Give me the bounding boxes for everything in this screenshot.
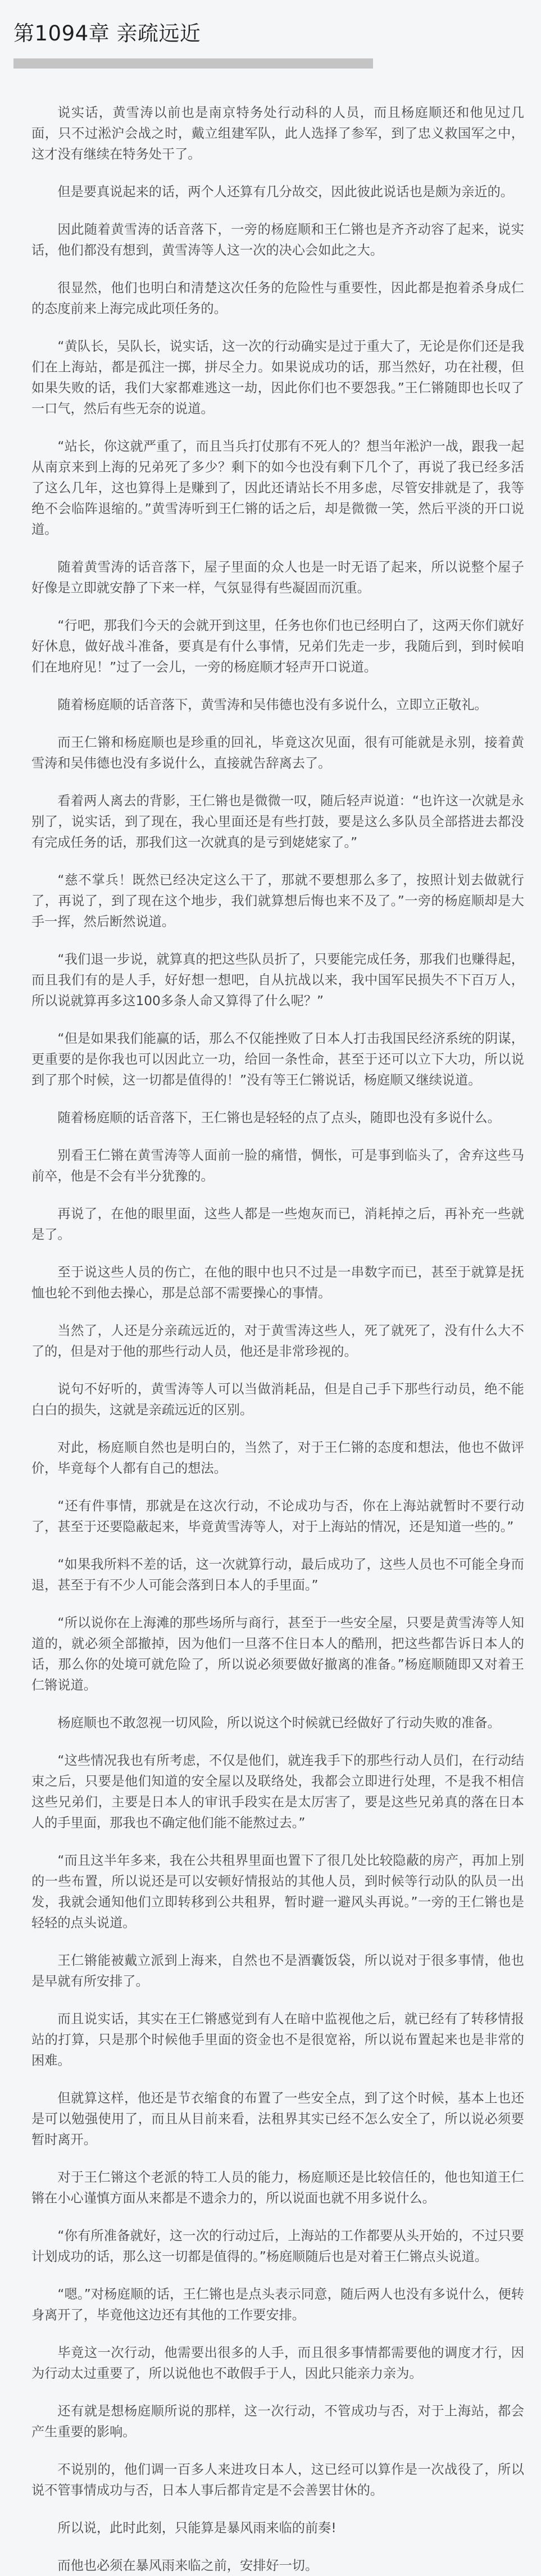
paragraph: 看着两人离去的背影，王仁锵也是微微一叹，随后轻声说道：“也许这一次就是永别了，说实话，到了现在，我心里面还是有些打鼓，要是这么多队员全部搭进去都没有完成任务的话，那我们这一次就真的是亏到姥姥家了。” [31,793,524,850]
paragraph: “嗯。”对杨庭顺的话，王仁锵也是点头表示同意，随后两人也没有多说什么，便转身离开了，毕竟他这边还有其他的工作要安排。 [31,2287,524,2323]
paragraph: “我们退一步说，就算真的把这些队员折了，只要能完成任务，那我们也赚得起，而且我们有的是人手，好好想一想吧，自从抗战以来，我中国军民损失不下百万人，所以说就算再多这100多条人命又算得了什么呢？” [31,952,524,1008]
paragraph: 毕竟这一次行动，他需要出很多的人手，而且很多事情都需要他的调度才行，因为行动太过重要了，所以说他也不敢假手于人，因此只能亲力亲为。 [31,2345,524,2381]
paragraph: “但是如果我们能赢的话，那么不仅能挫败了日本人打击我国民经济系统的阴谋，更重要的是你我也可以因此立一功，给回一条性命，甚至于还可以立下大功，所以说到了那个时候，这一切都是值得的！”没有等王仁锵说话，杨庭顺又继续说道。 [31,1031,524,1088]
paragraph: “还有件事情，那就是在这次行动，不论成功与否，你在上海站就暂时不要行动了，甚至于还要隐蔽起来，毕竟黄雪涛等人，对于上海站的情况，还是知道一些的。” [31,1498,524,1534]
paragraph: “行吧，那我们今天的会就开到这里，任务也你们也已经明白了，这两天你们就好好休息，做好战斗准备，要真是有什么事情，兄弟们先走一步，我随后到，到时候咱们在地府见！”过了一会儿，一旁的杨庭顺才轻声开口说道。 [31,618,524,675]
paragraph: 但是要真说起来的话，两个人还算有几分故交，因此彼此说话也是颇为亲近的。 [57,184,513,199]
paragraph: 不说别的，他们调一百多人来进攻日本人，这已经可以算作是一次战役了，所以说不管事情成功与否，日本人事后都肯定是不会善罢甘休的。 [31,2462,524,2498]
paragraph: “你有所准备就好，这一次的行动过后，上海站的工作都要从头开始的，不过只要计划成功的话，那么这一切都是值得的。”杨庭顺随后也是对着王仁锵点头说道。 [31,2228,524,2264]
paragraph: 因此随着黄雪涛的话音落下，一旁的杨庭顺和王仁锵也是齐齐动容了起来，说实话，他们都没有想到，黄雪涛等人这一次的决心会如此之大。 [31,222,524,258]
paragraph: 随着杨庭顺的话音落下，王仁锵也是轻轻的点了点头，随即也没有多说什么。 [57,1110,501,1125]
paragraph: 说实话，黄雪涛以前也是南京特务处行动科的人员，而且杨庭顺还和他见过几面，只不过淞沪会战之时，戴立组建军队，此人选择了参军，到了忠义救国军之中，这才没有继续在特务处干了。 [31,105,524,162]
paragraph: “黄队长，吴队长，说实话，这一次的行动确实是过于重大了，无论是你们还是我们在上海站，都是孤注一掷，拼尽全力。如果说成功的话，那当然好，功在社稷，但如果失败的话，我们大家都难逃这一劫，因此你们也不要怨我。”王仁锵随即也长叹了一口气，然后有些无奈的说道。 [31,339,524,416]
chapter-title: 第1094章 亲疏远近 [13,21,201,46]
title-divider [13,58,373,69]
paragraph: “站长，你这就严重了，而且当兵打仗那有不死人的？想当年淞沪一战，跟我一起从南京来到上海的兄弟死了多少？剩下的如今也没有剩下几个了，再说了我已经多活了这么几年，这也算得上是赚到了，因此还请站长不用多虑，尽管安排就是了，我等绝不会临阵退缩的。”黄雪涛听到王仁锵的话之后，却是微微一笑，然后平淡的开口说道。 [31,439,524,537]
paragraph: 王仁锵能被戴立派到上海来，自然也不是酒囊饭袋，所以说对于很多事情，他也是早就有所安排了。 [31,1953,524,1989]
paragraph: “而且这半年多来，我在公共租界里面也置下了很几处比较隐蔽的房产，再加上别的一些布置，所以说还是可以安顿好情报站的其他人员，到时候等行动队的队员一出发，我就会通知他们立即转移到公共租界，暂时避一避风头再说。”一旁的王仁锵也是轻轻的点头说道。 [31,1853,524,1930]
paragraph: “这些情况我也有所考虑，不仅是他们，就连我手下的那些行动人员们，在行动结束之后，只要是他们知道的安全屋以及联络处，我都会立即进行处理，不是我不相信这些兄弟们，主要是日本人的审讯手段实在是太厉害了，要是这些兄弟真的落在日本人的手里面，那我也不确定他们能不能熬过去。” [31,1753,524,1830]
paragraph: 很显然，他们也明白和清楚这次任务的危险性与重要性，因此都是抱着杀身成仁的态度前来上海完成此项任务的。 [31,280,524,316]
paragraph: 所以说，此时此刻，只能算是暴风雨来临的前奏! [57,2520,337,2536]
chapter-content [13,102,524,2576]
paragraph: 再说了，在他的眼里面，这些人都是一些炮灰而已，消耗掉之后，再补充一些就是了。 [31,1206,524,1242]
paragraph: 随着黄雪涛的话音落下，屋子里面的众人也是一时无语了起来，所以说整个屋子好像是立即就安静了下来一样，气氛显得有些凝固而沉重。 [31,560,524,596]
paragraph: “所以说你在上海滩的那些场所与商行，甚至于一些安全屋，只要是黄雪涛等人知道的，就必须全部撤掉，因为他们一旦落不住日本人的酷刑，把这些都告诉日本人的话，那么你的处境可就危险了，所以说必须要做好撤离的准备。”杨庭顺随即又对着王仁锵说道。 [31,1615,524,1693]
paragraph: 说句不好听的，黄雪涛等人可以当做消耗品，但是自己手下那些行动员，绝不能白白的损失，这就是亲疏远近的区别。 [31,1382,524,1418]
paragraph: 别看王仁锵在黄雪涛等人面前一脸的痛惜，惆怅，可是事到临头了，舍弃这些马前卒，他是不会有半分犹豫的。 [31,1148,524,1184]
paragraph: “慈不掌兵！既然已经决定这么干了，那就不要想那么多了，按照计划去做就行了，再说了，到了现在这个地步，我们就算想后悔也来不及了。”一旁的杨庭顺却是大手一挥，然后断然说道。 [31,873,524,929]
paragraph: 随着杨庭顺的话音落下，黄雪涛和吴伟德也没有多说什么，立即立正敬礼。 [57,697,488,712]
paragraph: 还有就是想杨庭顺所说的那样，这一次行动，不管成功与否，对于上海站，都会产生重要的影响。 [31,2404,524,2439]
paragraph: 但就算这样，他还是节衣缩食的布置了一些安全点，到了这个时候，基本上也还是可以勉强使用了，而且从目前来看，法租界其实已经不怎么安全了，所以说必须要暂时离开。 [31,2091,524,2147]
paragraph: 对于王仁锵这个老派的特工人员的能力，杨庭顺还是比较信任的，他也知道王仁锵在小心谨慎方面从来都是不遗余力的，所以说面也就不用多说什么。 [31,2170,524,2206]
paragraph: 对此，杨庭顺自然也是明白的，当然了，对于王仁锵的态度和想法，他也不做评价，毕竟每个人都有自己的想法。 [31,1440,524,1476]
paragraph: 至于说这些人员的伤亡，在他的眼中也只不过是一串数字而已，甚至于就算是抚恤也轮不到他去操心，那是总部不需要操心的事情。 [31,1265,524,1301]
paragraph: “如果我所料不差的话，这一次就算行动，最后成功了，这些人员也不可能全身而退，甚至于有不少人可能会落到日本人的手里面。” [31,1557,524,1593]
paragraph: 而且说实话，其实在王仁锵感觉到有人在暗中监视他之后，就已经有了转移情报站的打算，只是那个时候他手里面的资金也不是很宽裕，所以说布置起来也是非常的困难。 [31,2011,524,2068]
paragraph: 杨庭顺也不敢忽视一切风险，所以说这个时候就已经做好了行动失败的准备。 [57,1715,501,1730]
paragraph: 当然了，人还是分亲疏远近的，对于黄雪涛这些人，死了就死了，没有什么大不了的，但是对于他的那些行动人员，他还是非常珍视的。 [31,1323,524,1359]
paragraph: 而王仁锵和杨庭顺也是珍重的回礼，毕竟这次见面，很有可能就是永别，接着黄雪涛和吴伟德也没有多说什么，直接就告辞离去了。 [31,735,524,771]
paragraph: 而他也必须在暴风雨来临之前，安排好一切。 [57,2558,319,2573]
